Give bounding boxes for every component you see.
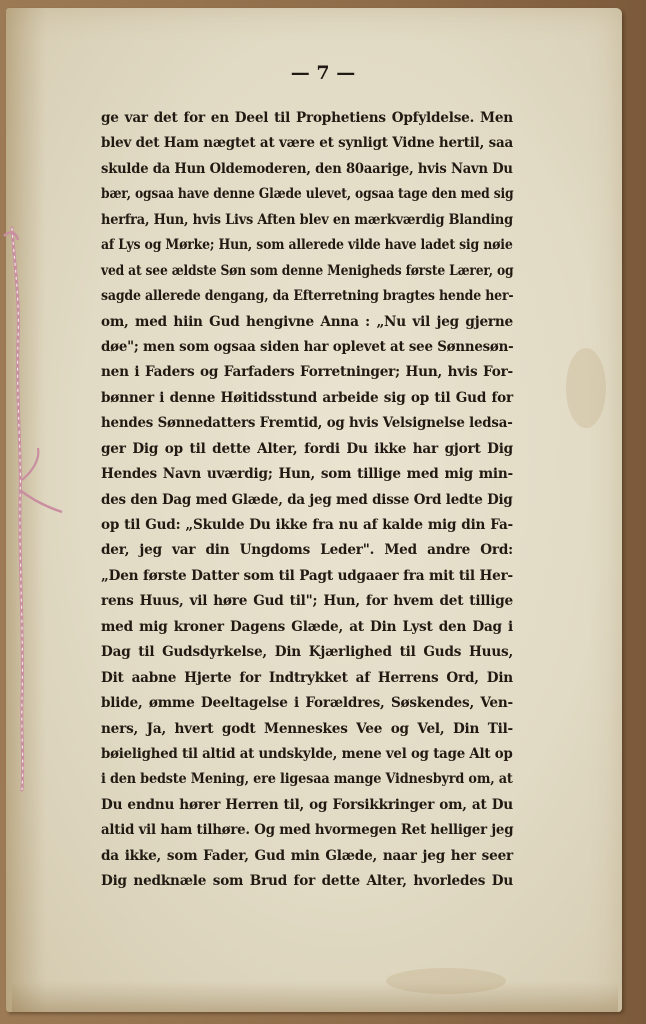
text-line: ved at see ældste Søn som denne Menigheds første Lærer, og [101, 262, 514, 279]
paper-stain [566, 348, 606, 428]
text-line: døe"; men som ogsaa siden har oplevet at see Sønnesøn- [101, 338, 514, 355]
text-line: nen i Faders og Farfaders Forretninger; Hun, hvis For- [101, 364, 513, 381]
text-line: bøielighed til altid at undskylde, mene vel og tage Alt op [101, 745, 513, 762]
text-line: op til Gud: „Skulde Du ikke fra nu af kalde mig din Fa- [101, 517, 513, 533]
text-line: blev det Ham nægtet at være et synligt Vidne hertil, saa [101, 135, 514, 152]
text-line: ners, Ja, hvert godt Menneskes Vee og Vel, Din Til- [101, 720, 513, 737]
text-line: om, med hiin Gud hengivne Anna : „Nu vil jeg gjerne [101, 313, 513, 330]
text-line: des den Dag med Glæde, da jeg med disse Ord ledte Dig [101, 491, 513, 508]
text-line: med mig kroner Dagens Glæde, at Din Lyst den Dag i [101, 618, 513, 635]
text-line: herfra, Hun, hvis Livs Aften blev en mærkværdig Blanding [101, 211, 513, 228]
text-line: ge var det for en Deel til Prophetiens Opfyldelse. Men [101, 110, 513, 126]
paper-stain [386, 968, 506, 994]
text-line: Du endnu hører Herren til, og Forsikkringer om, at Du [101, 796, 513, 813]
text-line: Dit aabne Hjerte for Indtrykket af Herrens Ord, Din [101, 669, 513, 686]
text-line: Hendes Navn uværdig; Hun, som tillige med mig min- [101, 466, 513, 483]
text-line: der, jeg var din Ungdoms Leder". Med andre Ord: [101, 542, 513, 559]
text-line: bønner i denne Høitidsstund arbeide sig op til Gud for [101, 389, 513, 406]
text-line: rens Huus, vil høre Gud til"; Hun, for hvem det tillige [101, 593, 513, 610]
text-line: skulde da Hun Oldemoderen, den 80aarige, hvis Navn Du [101, 160, 513, 177]
text-line: af Lys og Mørke; Hun, som allerede vilde have ladet sig nøie [101, 237, 513, 254]
text-line: Dag til Gudsdyrkelse, Din Kjærlighed til Guds Huus, [101, 644, 513, 661]
text-line: altid vil ham tilhøre. Og med hvormegen Ret helliger jeg [101, 822, 514, 839]
body-text [101, 106, 513, 895]
text-line: ger Dig op til dette Alter, fordi Du ikke har gjort Dig [101, 440, 513, 457]
page-number: — 7 — [290, 62, 356, 84]
text-line: „Den første Datter som til Pagt udgaaer fra mit til Her- [101, 567, 513, 584]
text-line: bær, ogsaa have denne Glæde ulevet, ogsaa tage den med sig [101, 186, 514, 203]
text-line: da ikke, som Fader, Gud min Glæde, naar jeg her seer [101, 847, 513, 864]
text-line: sagde allerede dengang, da Efterretning bragtes hende her- [101, 288, 514, 305]
text-line: Dig nedknæle som Brud for dette Alter, hvorledes Du [101, 873, 513, 890]
text-line: blide, ømme Deeltagelse i Forældres, Søskendes, Ven- [101, 695, 513, 712]
text-line: i den bedste Mening, ere ligesaa mange Vidnesbyrd om, at [101, 771, 513, 788]
text-line: hendes Sønnedatters Fremtid, og hvis Velsignelse ledsa- [101, 415, 513, 432]
